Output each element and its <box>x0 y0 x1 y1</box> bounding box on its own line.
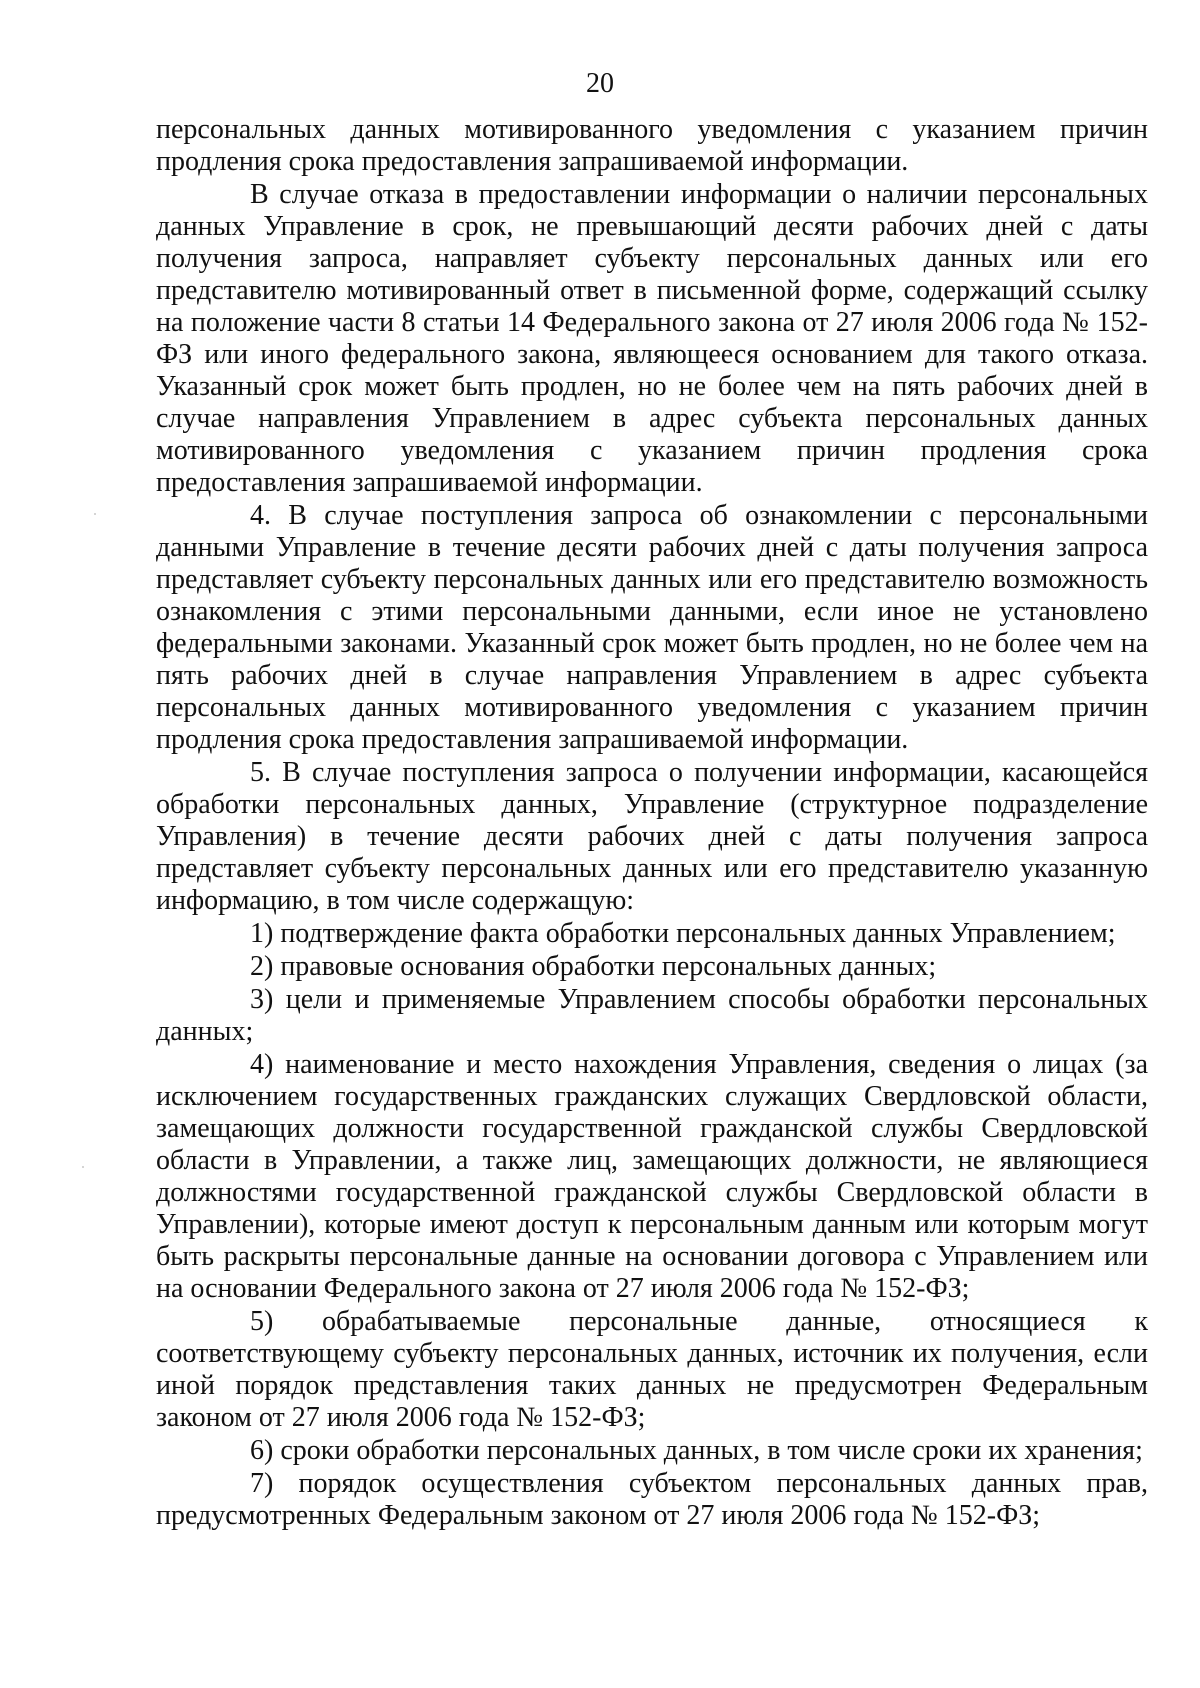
list-item-5: 5) обрабатываемые персональные данные, относящиеся к соответствующему субъекту персональных данных, источник их получения, если иной порядок представления таких данных не предусмотрен Федеральным законом от 27 июля 2006 года № 152-ФЗ; <box>156 1306 1148 1433</box>
list-item-3: 3) цели и применяемые Управлением способы обработки персональных данных; <box>156 984 1148 1047</box>
paragraph-item-5: 5. В случае поступления запроса о получении информации, касающейся обработки персональных данных, Управление (структурное подразделение Управления) в течение десяти рабочих дней с даты получения запроса представляет субъекту персональных данных или его представителю указанную информацию, в том числе содержащую: <box>156 757 1148 916</box>
paragraph-item-4: 4. В случае поступления запроса об ознакомлении с персональными данными Управление в течение десяти рабочих дней с даты получения запроса представляет субъекту персональных данных или его представителю возможность ознакомления с этими персональными данными, если иное не установлено федеральными законами. Указанный срок может быть продлен, но не более чем на пять рабочих дней в случае направления Управлением в адрес субъекта персональных данных мотивированного уведомления с указанием причин продления срока предоставления запрашиваемой информации. <box>156 500 1148 755</box>
paragraph-continuation: персональных данных мотивированного уведомления с указанием причин продления срока предоставления запрашиваемой информации. <box>156 114 1148 177</box>
page-number: 20 <box>586 68 614 99</box>
list-item-4: 4) наименование и место нахождения Управления, сведения о лицах (за исключением государственных гражданских служащих Свердловской области, замещающих должности государственной гражданской службы Свердловской области в Управлении, а также лиц, замещающих должности, не являющиеся должностями государственной гражданской службы Свердловской области в Управлении), которые имеют доступ к персональным данным или которым могут быть раскрыты персональные данные на основании договора с Управлением или на основании Федерального закона от 27 июля 2006 года № 152-ФЗ; <box>156 1049 1148 1304</box>
document-body <box>156 114 1148 1533</box>
paragraph-refusal: В случае отказа в предоставлении информации о наличии персональных данных Управление в срок, не превышающий десяти рабочих дней с даты получения запроса, направляет субъекту персональных данных или его представителю мотивированный ответ в письменной форме, содержащий ссылку на положение части 8 статьи 14 Федерального закона от 27 июля 2006 года № 152-ФЗ или иного федерального закона, являющееся основанием для такого отказа. Указанный срок может быть продлен, но не более чем на пять рабочих дней в случае направления Управлением в адрес субъекта персональных данных мотивированного уведомления с указанием причин продления срока предоставления запрашиваемой информации. <box>156 179 1148 498</box>
list-item-7: 7) порядок осуществления субъектом персональных данных прав, предусмотренных Федеральным законом от 27 июля 2006 года № 152-ФЗ; <box>156 1468 1148 1531</box>
list-item-6: 6) сроки обработки персональных данных, в том числе сроки их хранения; <box>250 1435 1143 1466</box>
scan-speck <box>82 1166 84 1168</box>
list-item-2: 2) правовые основания обработки персональных данных; <box>250 951 937 982</box>
list-item-1: 1) подтверждение факта обработки персональных данных Управлением; <box>250 918 1116 949</box>
scan-speck <box>94 513 96 515</box>
